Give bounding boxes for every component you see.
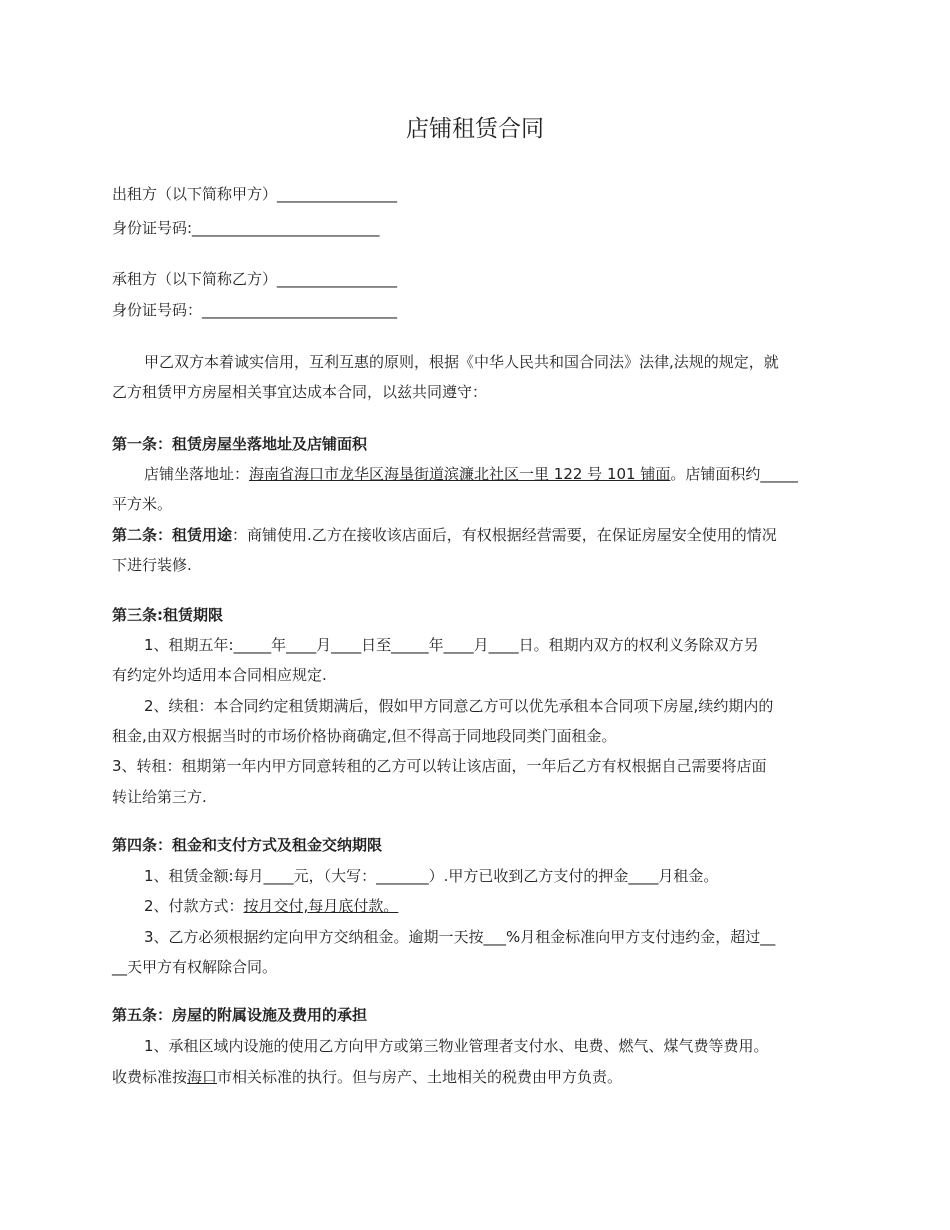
article-4-p3-line-2: __天甲方有权解除合同。 xyxy=(112,958,278,976)
article-3-p2-line-1: 2、续租：本合同约定租赁期满后，假如甲方同意乙方可以优先承租本合同项下房屋,续约期内的 xyxy=(144,697,774,715)
lessor-line: 出租方（以下简称甲方）________________ xyxy=(112,185,398,203)
city-name: 海口 xyxy=(187,1068,218,1086)
article-2-line-2: 下进行装修. xyxy=(112,556,192,574)
article-4-p1: 1、租赁金额:每月____元，（大写：_______）.甲方已收到乙方支付的押金____月租金。 xyxy=(144,867,719,885)
article-3-p2-line-2: 租金,由双方根据当时的市场价格协商确定,但不得高于同地段同类门面租金。 xyxy=(112,727,617,745)
article-2-text: ：商铺使用.乙方在接收该店面后，有权根据经营需要，在保证房屋安全使用的情况 xyxy=(232,526,777,544)
article-4-heading: 第四条：租金和支付方式及租金交纳期限 xyxy=(112,836,383,854)
lessee-id-line: 身份证号码：__________________________ xyxy=(112,301,398,319)
article-4-p3-line-1: 3、乙方必须根据约定向甲方交纳租金。逾期一天按___%月租金标准向甲方支付违约金，超过__ xyxy=(144,928,776,946)
intro-line-2: 乙方租赁甲方房屋相关事宜达成本合同，以兹共同遵守： xyxy=(112,383,488,401)
article-3-p1-line-1: 1、租期五年:_____年____月____日至_____年____月____日。租期内双方的权利义务除双方另 xyxy=(144,636,759,654)
article-2-line-1 xyxy=(112,524,842,546)
article-5-p1-line-1: 1、承租区域内设施的使用乙方向甲方或第三物业管理者支付水、电费、燃气、煤气费等费用。 xyxy=(144,1037,769,1055)
area-label: 。店铺面积约_____ xyxy=(670,465,798,483)
article-1-address-line xyxy=(112,463,874,485)
payment-method-label: 2、付款方式： xyxy=(144,897,244,915)
payment-method-value: 按月交付,每月底付款。 xyxy=(243,897,399,915)
article-5-heading: 第五条：房屋的附属设施及费用的承担 xyxy=(112,1006,368,1024)
document-title: 店铺租赁合同 xyxy=(406,116,544,142)
article-5-p1-line-2 xyxy=(112,1066,842,1088)
article-3-heading: 第三条:租赁期限 xyxy=(112,606,223,624)
article-3-p1-line-2: 有约定外均适用本合同相应规定. xyxy=(112,666,327,684)
article-3-p3-line-1: 3、转租：租期第一年内甲方同意转租的乙方可以转让该店面，一年后乙方有权根据自己需要将店面 xyxy=(112,757,767,775)
address-value: 海南省海口市龙华区海垦街道滨濂北社区一里 122 号 101 铺面 xyxy=(249,465,671,483)
article-2-heading: 第二条：租赁用途 xyxy=(112,526,233,544)
fee-standard-prefix: 收费标准按 xyxy=(112,1068,188,1086)
fee-standard-suffix: 市相关标准的执行。但与房产、土地相关的税费由甲方负责。 xyxy=(217,1068,623,1086)
address-label: 店铺坐落地址： xyxy=(144,465,250,483)
lessee-line: 承租方（以下简称乙方）________________ xyxy=(112,270,398,288)
article-1-heading: 第一条：租赁房屋坐落地址及店铺面积 xyxy=(112,435,368,453)
article-3-p3-line-2: 转让给第三方. xyxy=(112,788,207,806)
lessor-id-line: 身份证号码:_________________________ xyxy=(112,219,380,237)
intro-line-1: 甲乙双方本着诚实信用，互利互惠的原则，根据《中华人民共和国合同法》法律,法规的规定，就 xyxy=(144,353,779,371)
article-1-area-unit: 平方米。 xyxy=(112,495,173,513)
article-4-p2 xyxy=(112,895,874,917)
